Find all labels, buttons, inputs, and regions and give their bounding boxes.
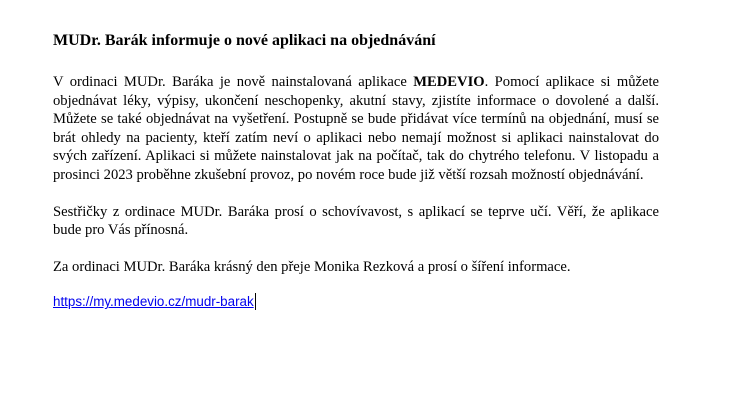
app-name-medevio: MEDEVIO [413, 74, 485, 90]
document-body [53, 31, 659, 312]
paragraph-intro-text-start: V ordinaci MUDr. Baráka je nově nainstalovaná aplikace [53, 74, 414, 90]
link-line [53, 292, 659, 312]
paragraph-intro [53, 73, 659, 185]
paragraph-nurses: Sestřičky z ordinace MUDr. Baráka prosí o schovívavost, s aplikací se teprve učí. Věří, že aplikace bude pro Vás přínosná. [53, 203, 659, 239]
paragraph-intro-text-rest: . Pomocí aplikace si můžete objednávat léky, výpisy, ukončení neschopenky, akutní stavy, zjistíte informace o dovolené a další. Můžete se také objednávat na vyšetření. Postupně se bude přidávat více termínů na objednání, musí se brát ohledy na pacienty, kteří zatím neví o aplikaci nebo nemají možnost si aplikaci nainstalovat do svých zařízení. Aplikaci si můžete nainstalovat jak na počítač, tak do chytrého telefonu. V listopadu a prosinci 2023 proběhne zkušební provoz, po novém roce bude již větší rozsah možností objednávání. [53, 74, 659, 183]
medevio-link[interactable]: https://my.medevio.cz/mudr-barak [53, 294, 254, 310]
document-title: MUDr. Barák informuje o nové aplikaci na objednávání [53, 32, 436, 49]
text-cursor [255, 293, 256, 310]
paragraph-greeting: Za ordinaci MUDr. Baráka krásný den přeje Monika Rezková a prosí o šíření informace. [53, 258, 571, 275]
